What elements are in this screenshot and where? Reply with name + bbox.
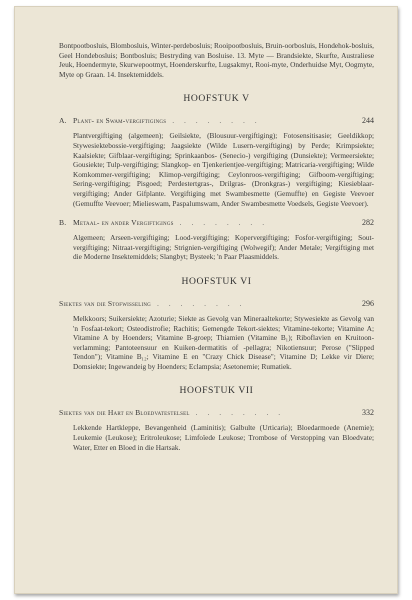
chapter-heading: HOOFSTUK V [183, 93, 250, 105]
entry-letter: A. [59, 116, 67, 126]
page-number: 282 [362, 218, 374, 228]
entry-label [59, 299, 151, 309]
spacer [59, 208, 374, 218]
chapter-heading: HOOFSTUK VII [179, 385, 254, 397]
entry-label [59, 218, 174, 228]
book-page [14, 6, 398, 594]
leader-dots: . . . . . . . . [179, 218, 269, 228]
leader-dots: . . . . . . . . [172, 116, 261, 126]
entry-description: Plantvergiftiging (algemeen); Geilsiekte, (Blousuur-vergiftiging); Fotosensitisasie; Geeldikkop; Stywesiektebossie-vergiftiging; Jaagsiekte (Wilde Lusern-vergiftiging) by Perde; Krimpsiekte; Kaalsiekte; Gifblaar-vergiftiging; Sprinkaanbos- (Senecio-) vergiftiging (Dunsiekte); Vermeersiekte; Gousiekte; Tulp-vergiftiging; Slangkop- en Tjenkerientjee-vergiftiging; Matricaria-vergiftiging; Wilde Komkommer-vergiftiging; Klimop-vergiftiging; Ceylonroos-vergiftiging; Gifboom-vergiftiging; Sering-vergiftiging; Pisgoed; Perdestertgras-, Drilgras- (Dronkgras-) vergiftiging; Kiesieblaar-vergiftiging; Ander Gifplante. Vergiftiging met Swambesmette (Gemuffte) en Gegiste Veevoer (Gemuffte Veevoer; Mielieswam, Paspalumswam, Ander Swambesmette Voedsels, Gegiste Veevoer). [73, 131, 374, 208]
toc-entry [59, 218, 374, 228]
entry-description: Algemeen; Arseen-vergiftiging; Lood-vergiftiging; Kopervergiftiging; Fosfor-vergiftiging; Sout-vergiftiging; Nitraat-vergiftiging; Strignien-vergiftiging (Wolwegif); Ander Metale; Vergiftiging met die Moderne Insektemiddels; Slangbyt; Bysteek; 'n Paar Plaasmiddels. [73, 233, 374, 262]
chapter-heading: HOOFSTUK VI [181, 275, 252, 287]
entry-description: Lekkende Hartkleppe, Bevangenheid (Laminitis); Galbulte (Urticaria); Bloedarmoede (Anemie); Leukemie (Leukose); Eritroleukose; Limfoïede Leukose; Trombose of Verstopping van Bloedvate; Water, Etter en Bloed in die Hartsak. [73, 423, 374, 452]
toc-entry [59, 116, 374, 126]
page-number: 332 [362, 408, 374, 418]
intro-paragraph: Bontpootbosluis, Blombosluis, Winter-perdebosluis; Rooipootbosluis, Bruin-oorbosluis, Hondehok-bosluis, Geel Hondebosluis; Bontbosluis; Bestryding van Bosluise. 13. Myte — Brandsiekte, Skurfte, Australiese Jeuk, Hoendermyte, Skurwepootmyt, Hoenderskurfte, Lugsakmyt, Rooi-myte, Onderhuidse Myt, Oogmyte, Myte op Graan. 14. Insektemiddels. [59, 41, 374, 79]
toc-entry [59, 299, 374, 309]
entry-label [59, 408, 190, 418]
entry-title: Siektes van die Hart en Bloedvatestelsel [59, 408, 190, 418]
entry-title: Metaal- en ander Vergiftigings [73, 218, 174, 228]
entry-description: Melkkoors; Suikersiekte; Azoturie; Siekte as Gevolg van Mineraaltekorte; Stywesiekte as Gevolg van 'n Fosfaat-tekort; Osteodistrofie; Rachitis; Gemengde Tekort-siektes; Vitamine-tekorte; Vitamine A; Vitamine A by Hoenders; Vitamine B-groep; Thiamien (Vitamine B₁); Riboflavien en Kruitoon-verlamming; Pantoteensuur en Kuiken-dermatitis of -pellagra; Nikotiensuur; Perose ("Slipped Tendon"); Vitamine B₁₂; Vitamine E en "Crazy Chick Disease"; Vitamine D; Lekke vir Diere; Domsiekte; Ingewandeig by Hoenders; Eclampsia; Asetonemie; Rumatiek. [73, 313, 374, 371]
entry-title: Plant- en Swam-vergiftigings [73, 116, 167, 126]
leader-dots: . . . . . . . . [195, 408, 285, 418]
table-of-contents [59, 41, 374, 452]
leader-dots: . . . . . . . . [156, 298, 246, 308]
entry-label [59, 116, 166, 126]
entry-letter: B. [59, 218, 67, 228]
page-number: 244 [362, 116, 374, 126]
entry-title: Siektes van die Stofwisseling [59, 298, 151, 308]
page-number: 296 [362, 298, 374, 308]
toc-entry [59, 408, 374, 418]
